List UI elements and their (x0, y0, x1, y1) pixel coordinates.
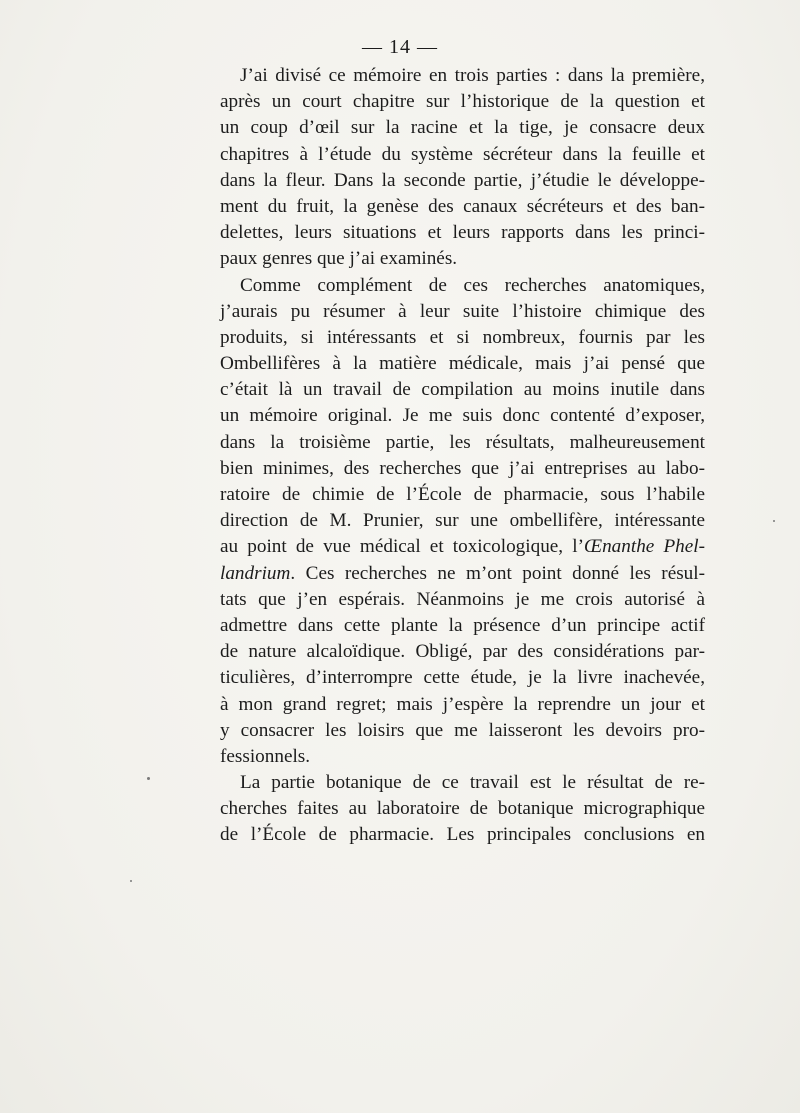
text-line: un mémoire original. Je me suis donc contenté d’exposer, (220, 405, 705, 427)
text-line: Ombellifères à la matière médicale, mais j’ai pensé que (220, 353, 705, 375)
italic-species-name: Œnanthe Phel- (583, 536, 705, 558)
text-line: j’aurais pu résumer à leur suite l’histoire chimique des (220, 300, 705, 322)
paper-speck (773, 520, 775, 522)
text-line: dans la fleur. Dans la seconde partie, j’étudie le développe- (220, 169, 705, 191)
paper-speck (130, 880, 132, 882)
page-number: — 14 — (362, 36, 438, 58)
text-line: dans la troisième partie, les résultats, malheureusement (220, 431, 705, 453)
text-line: de l’École de pharmacie. Les principales conclusions en (220, 824, 705, 846)
text-line-with-italic (220, 534, 705, 560)
text-line: Comme complément de ces recherches anatomiques, (240, 274, 705, 296)
text-segment: au point de vue médical et toxicologique, l’ (220, 536, 584, 558)
text-line: J’ai divisé ce mémoire en trois parties : dans la première, (240, 65, 705, 86)
text-line: après un court chapitre sur l’historique de la question et (220, 91, 705, 113)
body-text (220, 63, 705, 849)
paragraph-3 (220, 770, 705, 849)
text-line: tats que j’en espérais. Néanmoins je me crois autorisé à (220, 588, 705, 610)
text-line: bien minimes, des recherches que j’ai entreprises au labo- (220, 457, 705, 479)
text-line: de nature alcaloïdique. Obligé, par des considérations par- (220, 641, 705, 663)
text-line: fessionnels. (220, 745, 311, 767)
text-line: ratoire de chimie de l’École de pharmacie, sous l’habile (220, 484, 705, 505)
text-line: La partie botanique de ce travail est le résultat de re- (240, 772, 705, 794)
paragraph-2 (220, 273, 705, 771)
italic-species-name-cont: landrium (220, 562, 291, 584)
text-line: ment du fruit, la genèse des canaux sécréteurs et des ban- (220, 195, 705, 217)
text-line: produits, si intéressants et si nombreux, fournis par les (220, 326, 705, 348)
text-line: direction de M. Prunier, sur une ombellifère, intéressante (220, 510, 705, 532)
paper-speck (147, 777, 150, 780)
text-line: paux genres que j’ai examinés. (220, 248, 458, 270)
text-line: un coup d’œil sur la racine et la tige, je consacre deux (220, 117, 705, 139)
text-line: ticulières, d’interrompre cette étude, je la livre inachevée, (220, 667, 705, 689)
text-line: admettre dans cette plante la présence d’un principe actif (220, 614, 705, 636)
text-line: y consacrer les loisirs que me laisseront les devoirs pro- (220, 719, 705, 741)
paragraph-1 (220, 63, 705, 273)
text-line: c’était là un travail de compilation au moins inutile dans (220, 379, 705, 401)
text-line-with-italic (220, 561, 705, 587)
text-line: delettes, leurs situations et leurs rapports dans les princi- (220, 222, 705, 244)
text-line: chapitres à l’étude du système sécréteur dans la feuille et (220, 143, 705, 165)
text-line: cherches faites au laboratoire de botanique micrographique (220, 798, 705, 820)
text-line: à mon grand regret; mais j’espère la reprendre un jour et (220, 693, 705, 715)
text-segment: . Ces recherches ne m’ont point donné les résul- (290, 562, 705, 584)
